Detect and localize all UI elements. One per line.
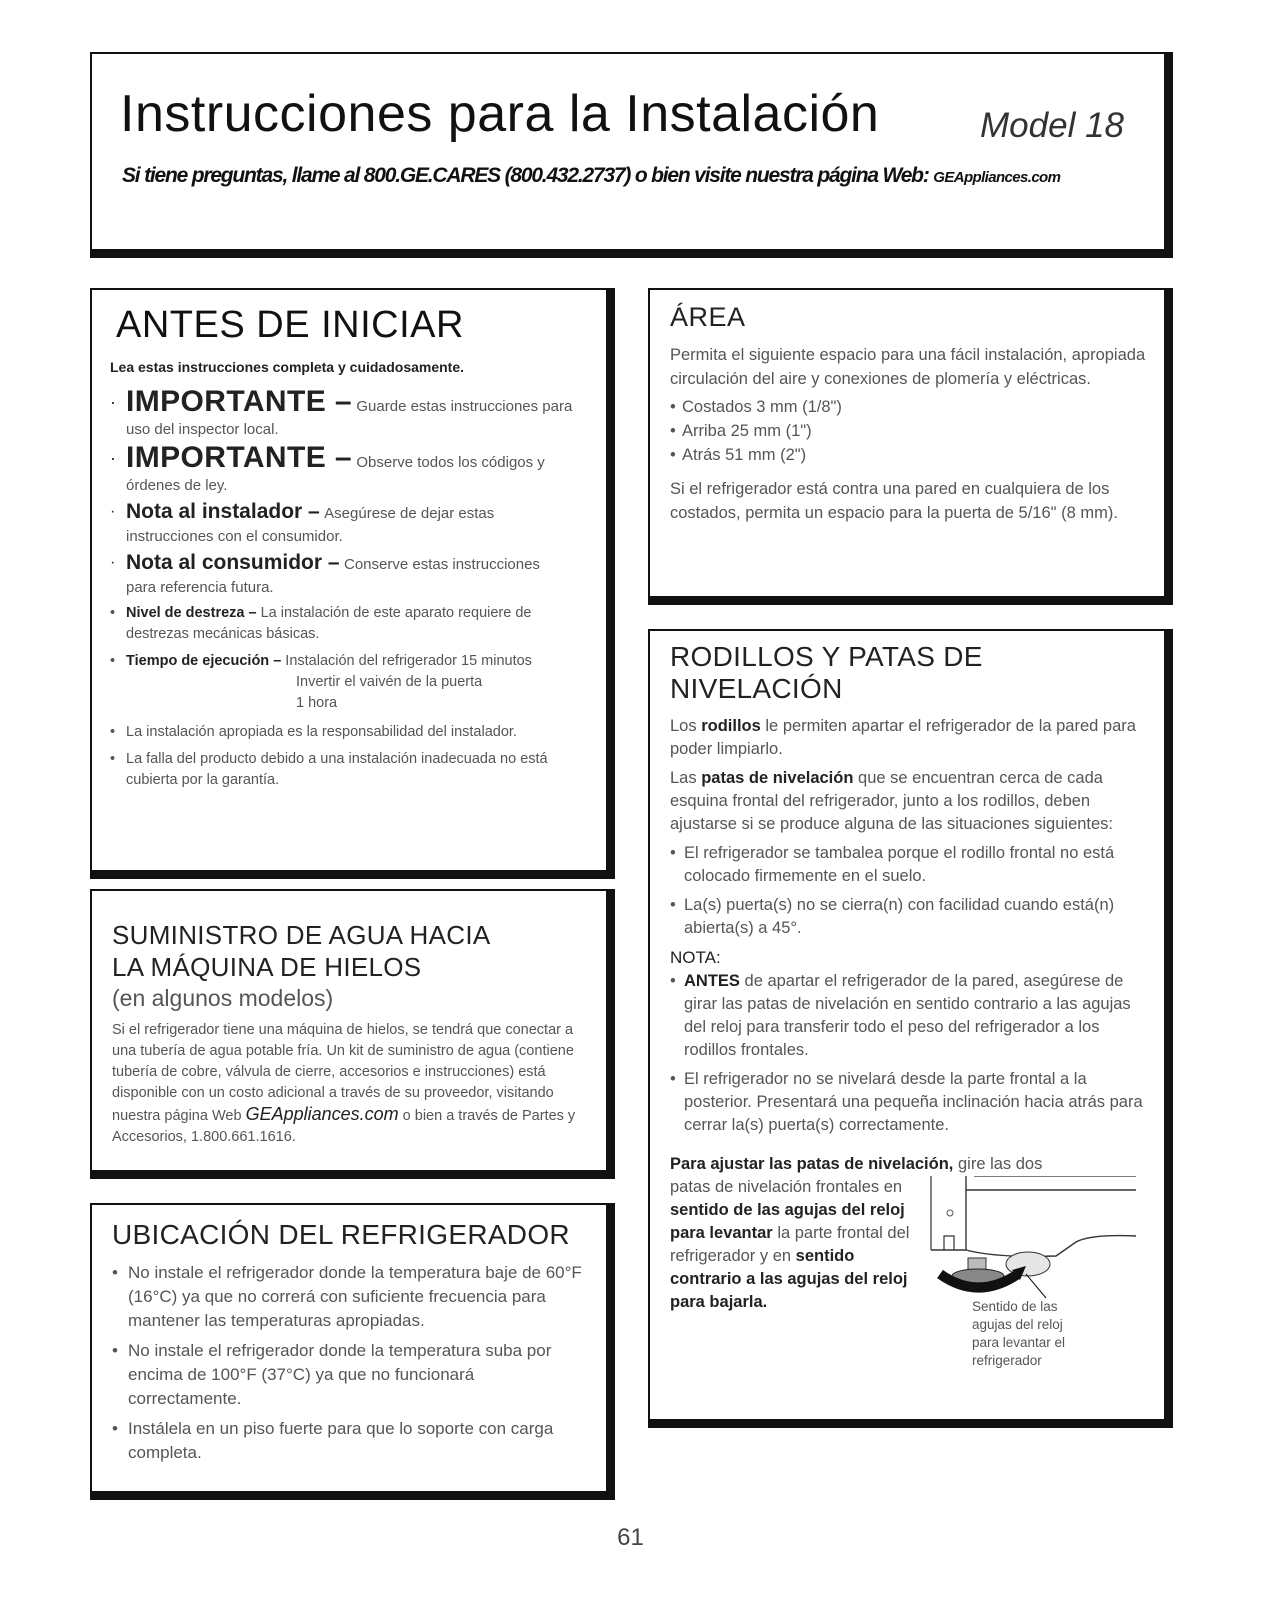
body-text-end: o bien a través de Partes y Accesorios, 1.800.661.1616. (112, 1108, 576, 1145)
text: la parte frontal del refrigerador y en (670, 1224, 910, 1265)
water-supply-body (112, 1020, 590, 1148)
list-item: • No instale el refrigerador donde la temperatura suba por encima de 100°F (37°C) ya que no funcionará correctamente. (112, 1341, 552, 1408)
item-cont: órdenes de ley. (126, 477, 228, 494)
item-label: Nota al consumidor – (126, 551, 340, 574)
location-title: UBICACIÓN DEL REFRIGERADOR (112, 1219, 570, 1250)
item-label: Nota al instalador – (126, 500, 320, 523)
before-starting-title: ANTES DE INICIAR (116, 304, 464, 346)
item-text: Costados 3 mm (1/8") (682, 398, 842, 416)
contact-text: Si tiene preguntas, llame al 800.GE.CARES (800.432.2737) o bien visite nuestra página Web: (122, 164, 929, 187)
item-text: Observe todos los códigos y (356, 454, 545, 471)
list-item: · IMPORTANTE – Guarde estas instrucciones para uso del inspector local. (110, 385, 592, 439)
diagram-caption: Sentido de las agujas del reloj para levantar el refrigerador (972, 1299, 1066, 1368)
water-supply-subtitle: (en algunos modelos) (112, 985, 334, 1011)
area-intro: Permita el siguiente espacio para una fácil instalación, apropiada circulación del aire y conexiones de plomería y eléctricas. (670, 346, 1146, 388)
item-text: Atrás 51 mm (2") (682, 446, 807, 464)
item-label: IMPORTANTE – (126, 441, 352, 474)
water-supply-title-2: LA MÁQUINA DE HIELOS (112, 952, 422, 982)
rollers-p1 (670, 715, 1150, 761)
note-label: NOTA: (670, 948, 721, 967)
page-number: 61 (617, 1524, 644, 1551)
item-label: Tiempo de ejecución – (126, 653, 282, 669)
item-text: Asegúrese de dejar estas (324, 505, 495, 522)
bold-text: rodillos (701, 717, 761, 735)
list-item: • El refrigerador se tambalea porque el rodillo frontal no está colocado firmemente en el suelo. (670, 844, 1115, 885)
text: en (883, 1178, 903, 1196)
area-title: ÁREA (670, 302, 746, 332)
item-text: El refrigerador se tambalea porque el rodillo frontal no está colocado firmemente en el suelo. (684, 844, 1115, 885)
rollers-p2 (670, 767, 1150, 836)
list-item: • Instálela en un piso fuerte para que lo soporte con carga completa. (112, 1419, 554, 1462)
list-item: • Nivel de destreza – La instalación de este aparato requiere de destrezas mecánicas básicas. (110, 605, 532, 642)
list-item: • Costados 3 mm (1/8") (670, 398, 842, 416)
item-label: Nivel de destreza – (126, 605, 257, 621)
time-line-3: 1 hora (296, 695, 338, 711)
before-starting-box (90, 288, 615, 879)
bold-text: sentido contrario a las agujas del reloj para bajarla. (670, 1247, 908, 1311)
item-cont: instrucciones con el consumidor. (126, 528, 343, 545)
item-text: La falla del producto debido a una instalación inadecuada no está cubierta por la garantía. (126, 751, 548, 788)
header-box (90, 52, 1173, 258)
item-text: Arriba 25 mm (1") (682, 422, 812, 440)
text: Las (670, 769, 697, 787)
adjust-instruction (670, 1153, 1150, 1176)
list-item: • La falla del producto debido a una instalación inadecuada no está cubierta por la garantía. (110, 751, 548, 788)
page-title: Instrucciones para la Instalación (120, 85, 880, 143)
item-text: de apartar el refrigerador de la pared, asegúrese de girar las patas de nivelación en sentido contrario a las agujas del reloj para transferir todo el peso del refrigerador a los rodillos frontales. (684, 972, 1131, 1059)
text: gire las dos (957, 1155, 1043, 1173)
bold-text: patas de nivelación (701, 769, 854, 787)
list-item: • Arriba 25 mm (1") (670, 422, 812, 440)
bold-text: Para ajustar las patas de nivelación, (670, 1155, 954, 1173)
bold-text: ANTES (684, 972, 740, 990)
item-text: Instálela en un piso fuerte para que lo soporte con carga completa. (128, 1419, 554, 1462)
rollers-title: RODILLOS Y PATAS DE NIVELACIÓN (670, 641, 983, 704)
item-label: IMPORTANTE – (126, 385, 352, 418)
item-text: La instalación de este aparato requiere de destrezas mecánicas básicas. (126, 605, 532, 642)
area-note: Si el refrigerador está contra una pared en cualquiera de los costados, permita un espacio para la puerta de 5/16" (8 mm). (670, 480, 1118, 522)
location-box (90, 1203, 615, 1500)
list-item: · Nota al instalador – Asegúrese de dejar estas instrucciones con el consumidor. (110, 499, 592, 546)
item-text: El refrigerador no se nivelará desde la parte frontal a la posterior. Presentará una pequeña inclinación hacia atrás para cerrar la(s) puerta(s) correctamente. (684, 1070, 1143, 1134)
text: patas de nivelación frontales (670, 1178, 880, 1196)
item-text: Instalación del refrigerador 15 minutos (285, 653, 532, 669)
list-item: · IMPORTANTE – Observe todos los códigos y órdenes de ley. (110, 441, 592, 495)
water-supply-box (90, 889, 615, 1179)
item-text: No instale el refrigerador donde la temperatura suba por encima de 100°F (37°C) ya que no funcionará correctamente. (128, 1341, 552, 1408)
text: que se encuentran cerca de cada esquina frontal del refrigerador, junto a los rodillos, deben ajustarse si se produce alguna de las situaciones siguientes: (670, 769, 1114, 833)
time-line-2: Invertir el vaivén de la puerta (296, 674, 483, 690)
item-text: Conserve estas instrucciones (344, 556, 540, 573)
list-item: • El refrigerador no se nivelará desde la parte frontal a la posterior. Presentará una pequeña inclinación hacia atrás para cerrar la(s) puerta(s) correctamente. (670, 1070, 1143, 1134)
bold-text: sentido de las agujas del reloj para levantar (670, 1201, 905, 1242)
website-link[interactable]: GEAppliances.com (933, 169, 1061, 186)
list-item: • Atrás 51 mm (2") (670, 446, 807, 464)
leveling-leg-diagram (926, 1176, 1156, 1306)
adjust-instruction-cont (670, 1176, 910, 1314)
model-label: Model 18 (980, 106, 1124, 145)
item-text: La(s) puerta(s) no se cierra(n) con facilidad cuando está(n) abierta(s) a 45°. (684, 896, 1115, 937)
contact-line (122, 164, 1060, 188)
water-supply-title-1: SUMINISTRO DE AGUA HACIA (112, 920, 491, 950)
item-text: No instale el refrigerador donde la temperatura baje de 60°F (16°C) ya que no correrá con suficiente frecuencia para mantener las temperaturas apropiadas. (128, 1263, 582, 1330)
list-item: • La instalación apropiada es la responsabilidad del instalador. (110, 724, 517, 740)
lead-text: Lea estas instrucciones completa y cuidadosamente. (110, 359, 465, 375)
list-item: • La(s) puerta(s) no se cierra(n) con facilidad cuando está(n) abierta(s) a 45°. (670, 896, 1115, 937)
list-item: • ANTES de apartar el refrigerador de la pared, asegúrese de girar las patas de nivelación en sentido contrario a las agujas del reloj para transferir todo el peso del refrigerador a los rodillos frontales. (670, 972, 1131, 1059)
list-item: • Tiempo de ejecución – Instalación del refrigerador 15 minutos (110, 653, 532, 669)
item-cont: para referencia futura. (126, 579, 274, 596)
text: le permiten apartar el refrigerador de la pared para poder limpiarlo. (670, 717, 1136, 758)
body-text: Si el refrigerador tiene una máquina de hielos, se tendrá que conectar a una tubería de agua potable fría. Un kit de suministro de agua (contiene tubería de cobre, válvula de cierre, accesorios e instrucciones) está disponible con un costo adicional a través de su proveedor, visitando nuestra página Web (112, 1022, 574, 1124)
item-text: La instalación apropiada es la responsabilidad del instalador. (126, 724, 517, 740)
area-box (648, 288, 1173, 605)
website-link[interactable]: GEAppliances.com (245, 1104, 399, 1124)
list-item: · Nota al consumidor – Conserve estas instrucciones para referencia futura. (110, 550, 592, 597)
text: Los (670, 717, 697, 735)
list-item: • No instale el refrigerador donde la temperatura baje de 60°F (16°C) ya que no correrá con suficiente frecuencia para mantener las temperaturas apropiadas. (112, 1263, 582, 1330)
item-text: Guarde estas instrucciones para (356, 398, 573, 415)
rollers-box (648, 629, 1173, 1428)
item-cont: uso del inspector local. (126, 421, 279, 438)
